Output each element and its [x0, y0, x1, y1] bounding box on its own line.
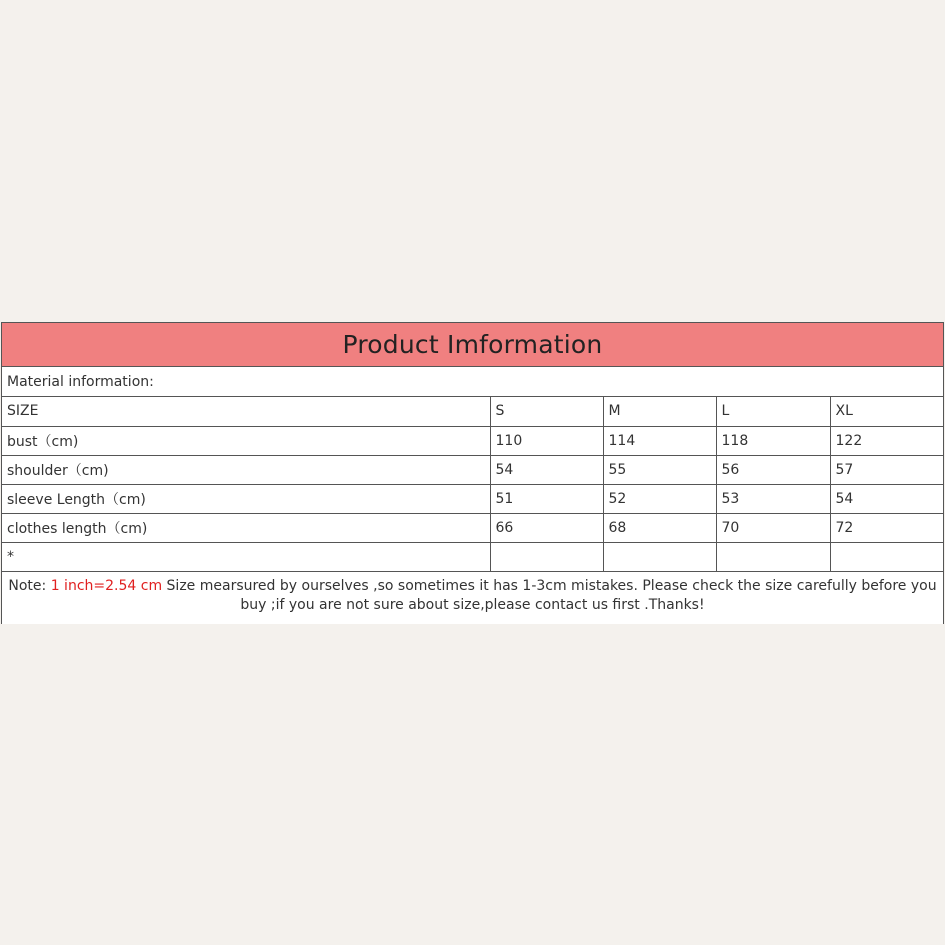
row-label: * — [2, 542, 490, 571]
table-cell: 122 — [830, 426, 943, 455]
table-cell — [716, 542, 830, 571]
table-cell: 68 — [603, 513, 716, 542]
column-header: SIZE — [2, 397, 490, 426]
product-information-sheet — [1, 322, 944, 624]
table-row — [2, 513, 943, 542]
note-conversion-highlight: 1 inch=2.54 cm — [50, 577, 163, 594]
table-cell — [603, 542, 716, 571]
table-row — [2, 542, 943, 571]
column-header: XL — [830, 397, 943, 426]
row-label: clothes length（cm) — [2, 513, 490, 542]
table-cell: 52 — [603, 484, 716, 513]
table-cell: 70 — [716, 513, 830, 542]
column-header: S — [490, 397, 603, 426]
table-cell: 56 — [716, 455, 830, 484]
table-cell: 54 — [490, 455, 603, 484]
table-cell: 72 — [830, 513, 943, 542]
table-cell: 110 — [490, 426, 603, 455]
table-cell: 57 — [830, 455, 943, 484]
table-row — [2, 426, 943, 455]
column-header: L — [716, 397, 830, 426]
table-header-row — [2, 397, 943, 426]
size-note — [2, 572, 943, 615]
material-information-label: Material information: — [2, 367, 943, 397]
table-cell: 51 — [490, 484, 603, 513]
table-cell: 118 — [716, 426, 830, 455]
table-cell — [490, 542, 603, 571]
row-label: sleeve Length（cm) — [2, 484, 490, 513]
row-label: shoulder（cm) — [2, 455, 490, 484]
note-prefix: Note: — [8, 577, 51, 594]
table-cell: 55 — [603, 455, 716, 484]
table-cell — [830, 542, 943, 571]
table-row — [2, 455, 943, 484]
table-cell: 114 — [603, 426, 716, 455]
column-header: M — [603, 397, 716, 426]
table-cell: 66 — [490, 513, 603, 542]
table-cell: 54 — [830, 484, 943, 513]
note-text: Size mearsured by ourselves ,so sometimes it has 1-3cm mistakes. Please check the size carefully before you buy ;if you are not sure about size,please contact us first .Thanks! — [162, 577, 937, 613]
page-title: Product Imformation — [2, 323, 943, 367]
table-cell: 53 — [716, 484, 830, 513]
row-label: bust（cm) — [2, 426, 490, 455]
size-table — [2, 397, 943, 572]
table-row — [2, 484, 943, 513]
